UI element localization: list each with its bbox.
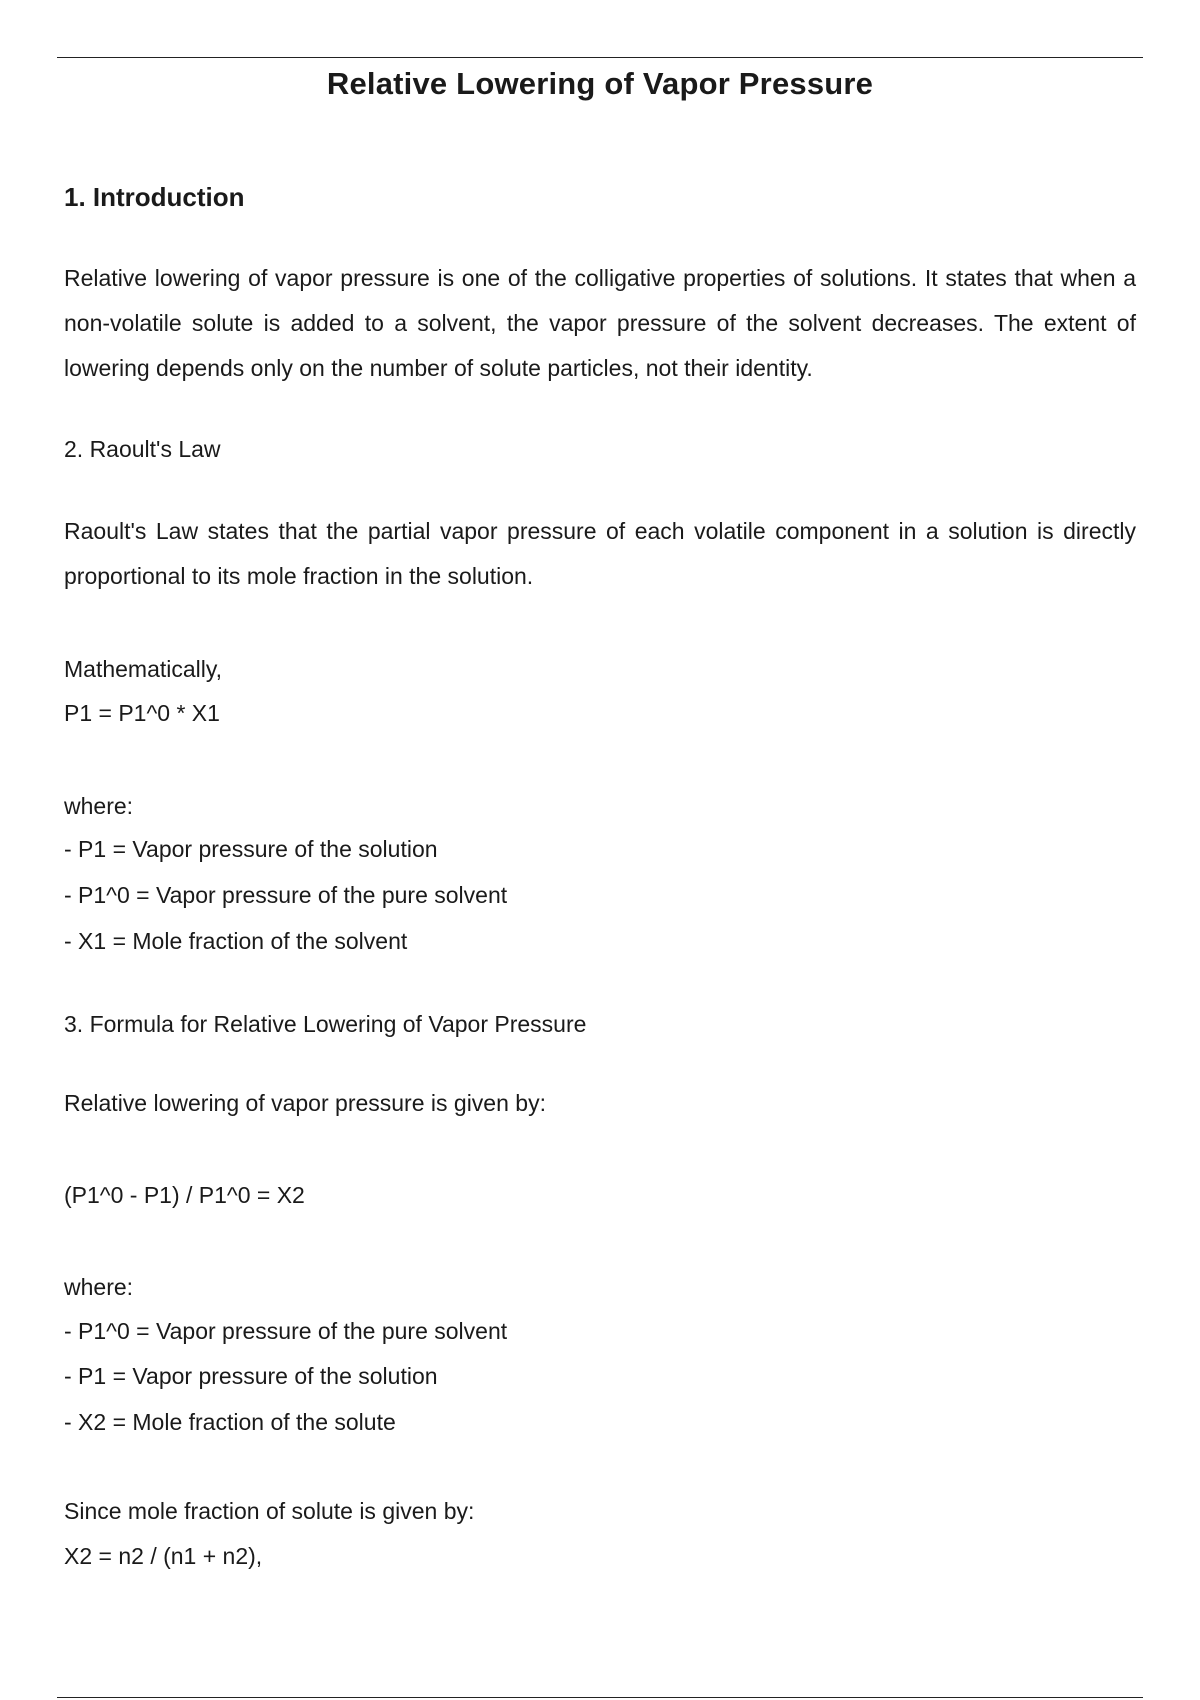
where-label-2: where:	[64, 1274, 134, 1300]
raoult-paragraph: Raoult's Law states that the partial vapor pressure of each volatile component in a solution is directly proportional to its mole fraction in the solution.	[64, 518, 1136, 589]
term-item: - X1 = Mole fraction of the solvent	[64, 928, 408, 954]
term-item: - P1 = Vapor pressure of the solution	[64, 1363, 438, 1389]
since-text: Since mole fraction of solute is given by:	[64, 1498, 475, 1524]
raoult-formula: P1 = P1^0 * X1	[64, 700, 220, 726]
section-heading-formula: 3. Formula for Relative Lowering of Vapor Pressure	[64, 1011, 587, 1037]
bottom-rule	[57, 1697, 1143, 1698]
section-heading-raoults-law: 2. Raoult's Law	[64, 436, 221, 462]
term-item: - P1^0 = Vapor pressure of the pure solvent	[64, 1318, 508, 1344]
where-label-1: where:	[64, 793, 134, 819]
top-rule	[57, 57, 1143, 58]
intro-paragraph: Relative lowering of vapor pressure is one of the colligative properties of solutions. It states that when a non-volatile solute is added to a solvent, the vapor pressure of the solvent decreases. The extent of lowering depends only on the number of solute particles, not their identity.	[64, 265, 1136, 381]
relative-lowering-formula: (P1^0 - P1) / P1^0 = X2	[64, 1182, 305, 1208]
term-item: - P1^0 = Vapor pressure of the pure solvent	[64, 882, 508, 908]
mole-fraction-formula: X2 = n2 / (n1 + n2),	[64, 1543, 263, 1569]
term-item: - X2 = Mole fraction of the solute	[64, 1409, 396, 1435]
page-title: Relative Lowering of Vapor Pressure	[326, 66, 874, 101]
formula-intro: Relative lowering of vapor pressure is given by:	[64, 1090, 546, 1116]
term-item: - P1 = Vapor pressure of the solution	[64, 836, 438, 862]
section-heading-introduction: 1. Introduction	[64, 182, 245, 212]
math-label: Mathematically,	[64, 656, 223, 682]
